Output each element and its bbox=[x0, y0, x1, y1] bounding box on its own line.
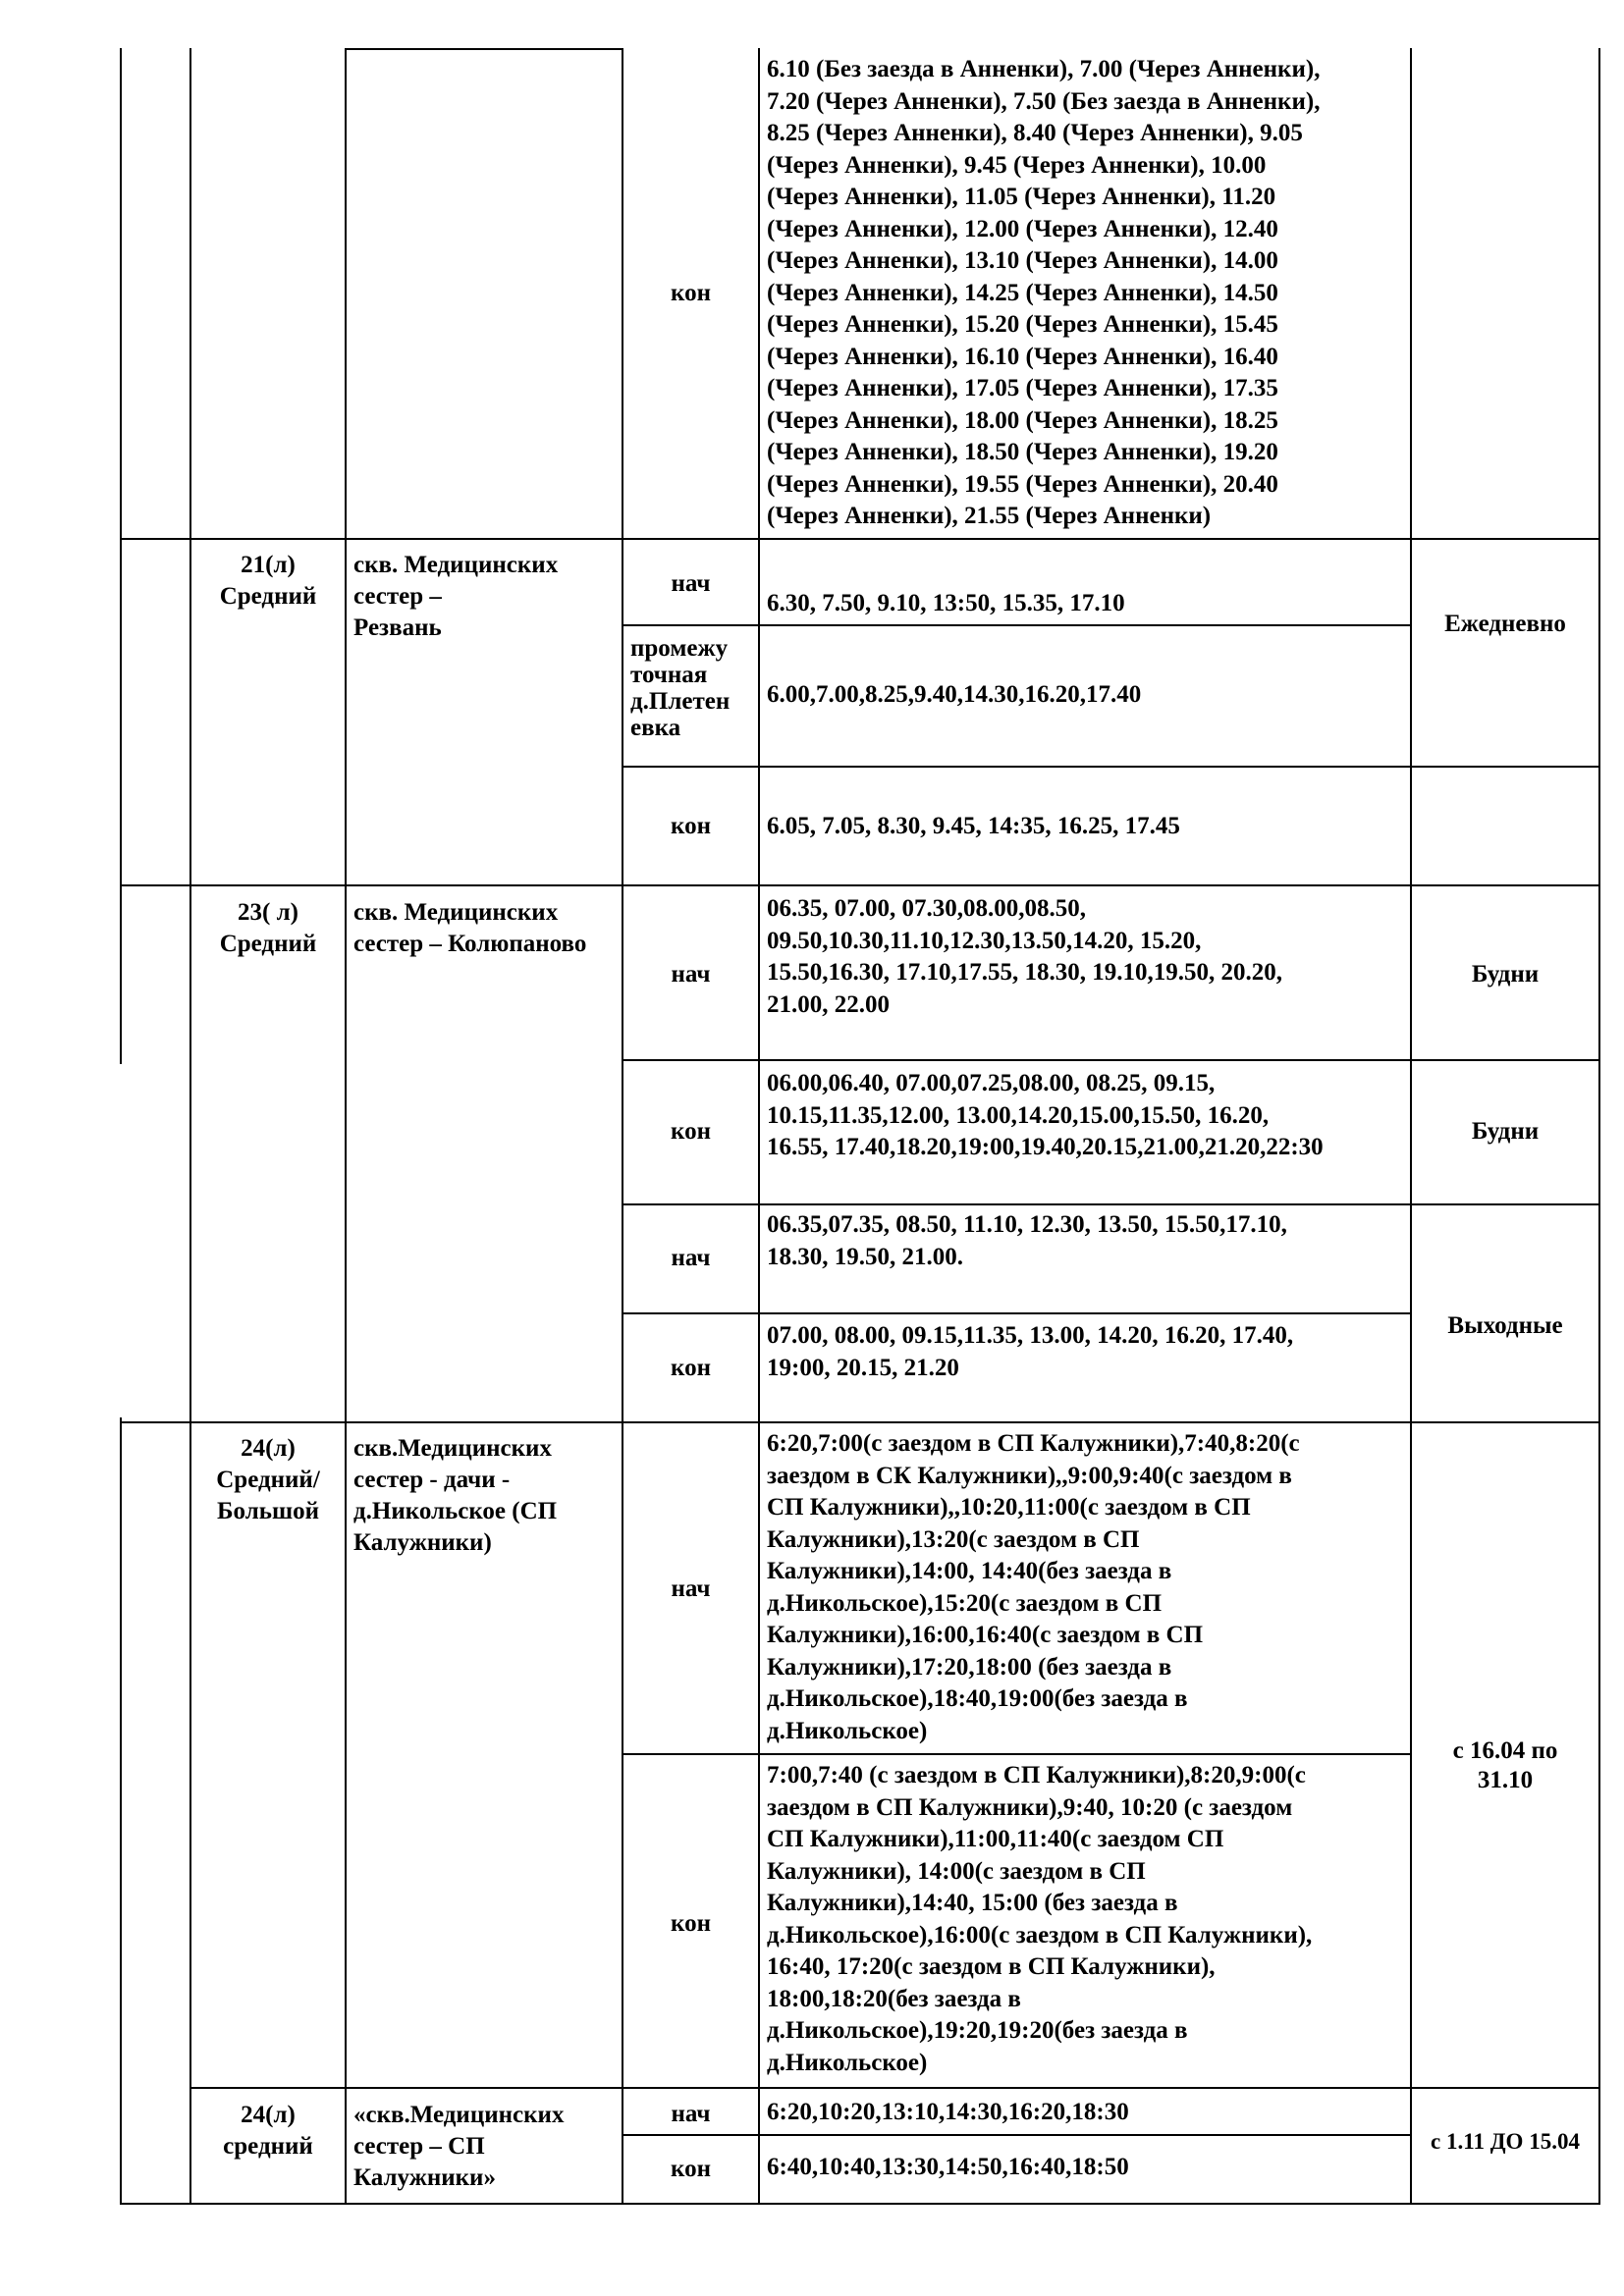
times-line: (Через Анненки), 14.25 (Через Анненки), 14.50 bbox=[767, 279, 1278, 306]
times-line: 6:20,7:00(с заездом в СП Калужники),7:40,8:20(с bbox=[767, 1430, 1300, 1457]
row-border-24-24b bbox=[189, 2087, 1600, 2089]
times-line: СП Калужники),,10:20,11:00(с заездом в СП bbox=[767, 1494, 1251, 1521]
times-line: д.Никольское),18:40,19:00(без заезда в bbox=[767, 1685, 1188, 1712]
times-line: 7.20 (Через Анненки), 7.50 (Без заезда в Анненки), bbox=[767, 87, 1321, 115]
row-border-23-we bbox=[622, 1312, 1412, 1314]
times-line: Калужники),17:20,18:00 (без заезда в bbox=[767, 1653, 1172, 1681]
times-line: 8.25 (Через Анненки), 8.40 (Через Анненки), 9.05 bbox=[767, 120, 1303, 146]
stop-type-kon: кон bbox=[671, 1118, 711, 1145]
stop-type-nach: нач bbox=[671, 961, 711, 988]
times-line: (Через Анненки), 15.20 (Через Анненки), 15.45 bbox=[767, 311, 1278, 338]
stop-type-nach: нач bbox=[671, 1575, 711, 1602]
times-line: д.Никольское) bbox=[767, 1717, 928, 1744]
col-border-left-top bbox=[120, 48, 122, 1064]
times-line: (Через Анненки), 21.55 (Через Анненки) bbox=[767, 503, 1212, 529]
stop-type-kon: кон bbox=[671, 1910, 711, 1937]
times-line: Калужники), 14:00(с заездом в СП bbox=[767, 1857, 1146, 1885]
times-line: 7:00,7:40 (с заездом в СП Калужники),8:20,9:00(с bbox=[767, 1762, 1306, 1789]
times-line: СП Калужники),11:00,11:40(с заездом СП bbox=[767, 1826, 1224, 1852]
route-bus-size: Средний bbox=[219, 583, 317, 610]
times-line: 15.50,16.30, 17.10,17.55, 18.30, 19.10,19.50, 20.20, bbox=[767, 959, 1282, 986]
stop-type-kon: кон bbox=[671, 280, 711, 306]
times-r24b-nach: 6:20,10:20,13:10,14:30,16:20,18:30 bbox=[767, 2099, 1129, 2125]
route-name-line: сестер – Колюпаново bbox=[353, 931, 587, 957]
col-border-1 bbox=[189, 48, 191, 2205]
route-name-line: Калужники» bbox=[353, 2164, 496, 2191]
route-number: 24(л) bbox=[241, 2102, 296, 2128]
stop-type-mid-line: промежу bbox=[630, 635, 729, 662]
times-line: Калужники),16:00,16:40(с заездом в СП bbox=[767, 1622, 1204, 1648]
row-border-24-nach bbox=[622, 1753, 1412, 1755]
days-r23-weekdays-kon: Будни bbox=[1471, 1118, 1540, 1145]
route-number: 23( л) bbox=[238, 899, 298, 926]
times-line: (Через Анненки), 19.55 (Через Анненки), 20.40 bbox=[767, 470, 1278, 498]
times-line: 6.10 (Без заезда в Анненки), 7.00 (Через Анненки), bbox=[767, 56, 1321, 82]
stop-type-mid-line: евка bbox=[630, 715, 681, 741]
route-name-line: скв. Медицинских bbox=[353, 552, 559, 578]
stop-type-kon: кон bbox=[671, 1355, 711, 1381]
stop-type-kon: кон bbox=[671, 813, 711, 839]
route-name-line: сестер – bbox=[353, 583, 442, 610]
times-r24b-kon: 6:40,10:40,13:30,14:50,16:40,18:50 bbox=[767, 2154, 1129, 2180]
route-name-line: сестер – СП bbox=[353, 2133, 485, 2160]
times-line: (Через Анненки), 9.45 (Через Анненки), 10.00 bbox=[767, 151, 1267, 179]
route-name-line: Резвань bbox=[353, 614, 442, 641]
stop-type-nach: нач bbox=[671, 1245, 711, 1271]
times-line: 18.30, 19.50, 21.00. bbox=[767, 1243, 963, 1270]
route-name-line: сестер - дачи - bbox=[353, 1467, 511, 1493]
times-line: д.Никольское),15:20(с заездом в СП bbox=[767, 1589, 1163, 1617]
route-name-line: скв. Медицинских bbox=[353, 899, 559, 926]
times-line: (Через Анненки), 18.50 (Через Анненки), 19.20 bbox=[767, 439, 1278, 465]
row-border-23-24 bbox=[120, 1421, 1600, 1423]
times-line: (Через Анненки), 13.10 (Через Анненки), 14.00 bbox=[767, 247, 1278, 274]
times-r21-kon: 6.05, 7.05, 8.30, 9.45, 14:35, 16.25, 17.45 bbox=[767, 813, 1180, 839]
times-line: Калужники),13:20(с заездом в СП bbox=[767, 1525, 1140, 1553]
stop-type-nach: нач bbox=[671, 570, 711, 597]
times-line: 18:00,18:20(без заезда в bbox=[767, 1985, 1021, 2012]
days-r24a-line: 31.10 bbox=[1477, 1767, 1534, 1793]
times-line: д.Никольское),19:20,19:20(без заезда в bbox=[767, 2017, 1188, 2044]
times-line: 06.35,07.35, 08.50, 11.10, 12.30, 13.50, 15.50,17.10, bbox=[767, 1211, 1287, 1238]
route-bus-size: Средний bbox=[219, 931, 317, 957]
times-line: (Через Анненки), 16.10 (Через Анненки), 16.40 bbox=[767, 343, 1278, 370]
times-line: (Через Анненки), 11.05 (Через Анненки), 11.20 bbox=[767, 184, 1276, 210]
col-border-left-bottom bbox=[120, 1417, 122, 2205]
times-line: 07.00, 08.00, 09.15,11.35, 13.00, 14.20, 16.20, 17.40, bbox=[767, 1322, 1294, 1349]
row-border-23-wd bbox=[622, 1059, 1600, 1061]
times-line: (Через Анненки), 12.00 (Через Анненки), 12.40 bbox=[767, 215, 1278, 242]
times-line: Калужники),14:40, 15:00 (без заезда в bbox=[767, 1890, 1178, 1916]
row-border-20-21 bbox=[120, 538, 1600, 540]
times-line: д.Никольское),16:00(с заездом в СП Калужники), bbox=[767, 1921, 1313, 1949]
route-bus-size: средний bbox=[223, 2133, 313, 2160]
times-line: 09.50,10.30,11.10,12.30,13.50,14.20, 15.20, bbox=[767, 927, 1202, 954]
stop-type-mid-line: д.Плетен bbox=[630, 688, 731, 715]
row-border-24b-nach bbox=[622, 2134, 1412, 2136]
row-border-21-nach bbox=[622, 624, 1412, 626]
times-line: 16.55, 17.40,18.20,19:00,19.40,20.15,21.00,21.20,22:30 bbox=[767, 1134, 1324, 1160]
times-line: Калужники),14:00, 14:40(без заезда в bbox=[767, 1558, 1172, 1584]
col-border-2 bbox=[345, 48, 347, 2205]
times-r21-nach: 6.30, 7.50, 9.10, 13:50, 15.35, 17.10 bbox=[767, 590, 1125, 616]
days-r24b: с 1.11 ДО 15.04 bbox=[1431, 2129, 1580, 2154]
row-top-partial bbox=[345, 48, 623, 50]
days-r24a-line: с 16.04 по bbox=[1452, 1737, 1558, 1764]
row-border-23-wdkon bbox=[622, 1203, 1600, 1205]
times-line: (Через Анненки), 17.05 (Через Анненки), 17.35 bbox=[767, 375, 1278, 401]
times-line: 16:40, 17:20(с заездом в СП Калужники), bbox=[767, 1953, 1216, 1980]
route-bus-size: Средний/ bbox=[216, 1467, 320, 1493]
stop-type-kon: кон bbox=[671, 2156, 711, 2182]
stop-type-nach: нач bbox=[671, 2101, 711, 2127]
route-name-line: скв.Медицинских bbox=[353, 1435, 552, 1462]
route-name-line: «скв.Медицинских bbox=[353, 2102, 565, 2128]
times-line: 06.35, 07.00, 07.30,08.00,08.50, bbox=[767, 895, 1086, 922]
days-r23-weekdays-nach: Будни bbox=[1471, 961, 1540, 988]
days-r21: Ежедневно bbox=[1444, 611, 1566, 637]
route-number: 24(л) bbox=[241, 1435, 296, 1462]
route-name-line: д.Никольское (СП bbox=[353, 1498, 558, 1524]
times-line: д.Никольское) bbox=[767, 2049, 928, 2076]
row-border-bottom bbox=[120, 2203, 1600, 2205]
days-r23-weekend: Выходные bbox=[1447, 1312, 1563, 1339]
times-line: 10.15,11.35,12.00, 13.00,14.20,15.00,15.50, 16.20, bbox=[767, 1101, 1270, 1129]
route-name-line: Калужники) bbox=[353, 1529, 492, 1556]
times-line: 06.00,06.40, 07.00,07.25,08.00, 08.25, 09.15, bbox=[767, 1070, 1216, 1096]
stop-type-mid-line: точная bbox=[630, 662, 708, 688]
times-line: (Через Анненки), 18.00 (Через Анненки), 18.25 bbox=[767, 406, 1278, 434]
times-line: 21.00, 22.00 bbox=[767, 990, 890, 1018]
route-bus-size: Большой bbox=[217, 1498, 319, 1524]
times-line: заездом в СП Калужники),9:40, 10:20 (с заездом bbox=[767, 1793, 1293, 1821]
times-line: 19:00, 20.15, 21.20 bbox=[767, 1354, 959, 1381]
times-r21-mid: 6.00,7.00,8.25,9.40,14.30,16.20,17.40 bbox=[767, 681, 1142, 708]
times-line: заездом в СК Калужники),,9:00,9:40(с заездом в bbox=[767, 1462, 1292, 1489]
row-border-21-23 bbox=[120, 884, 1600, 886]
row-border-21-mid bbox=[622, 766, 1600, 768]
route-number: 21(л) bbox=[241, 552, 296, 578]
